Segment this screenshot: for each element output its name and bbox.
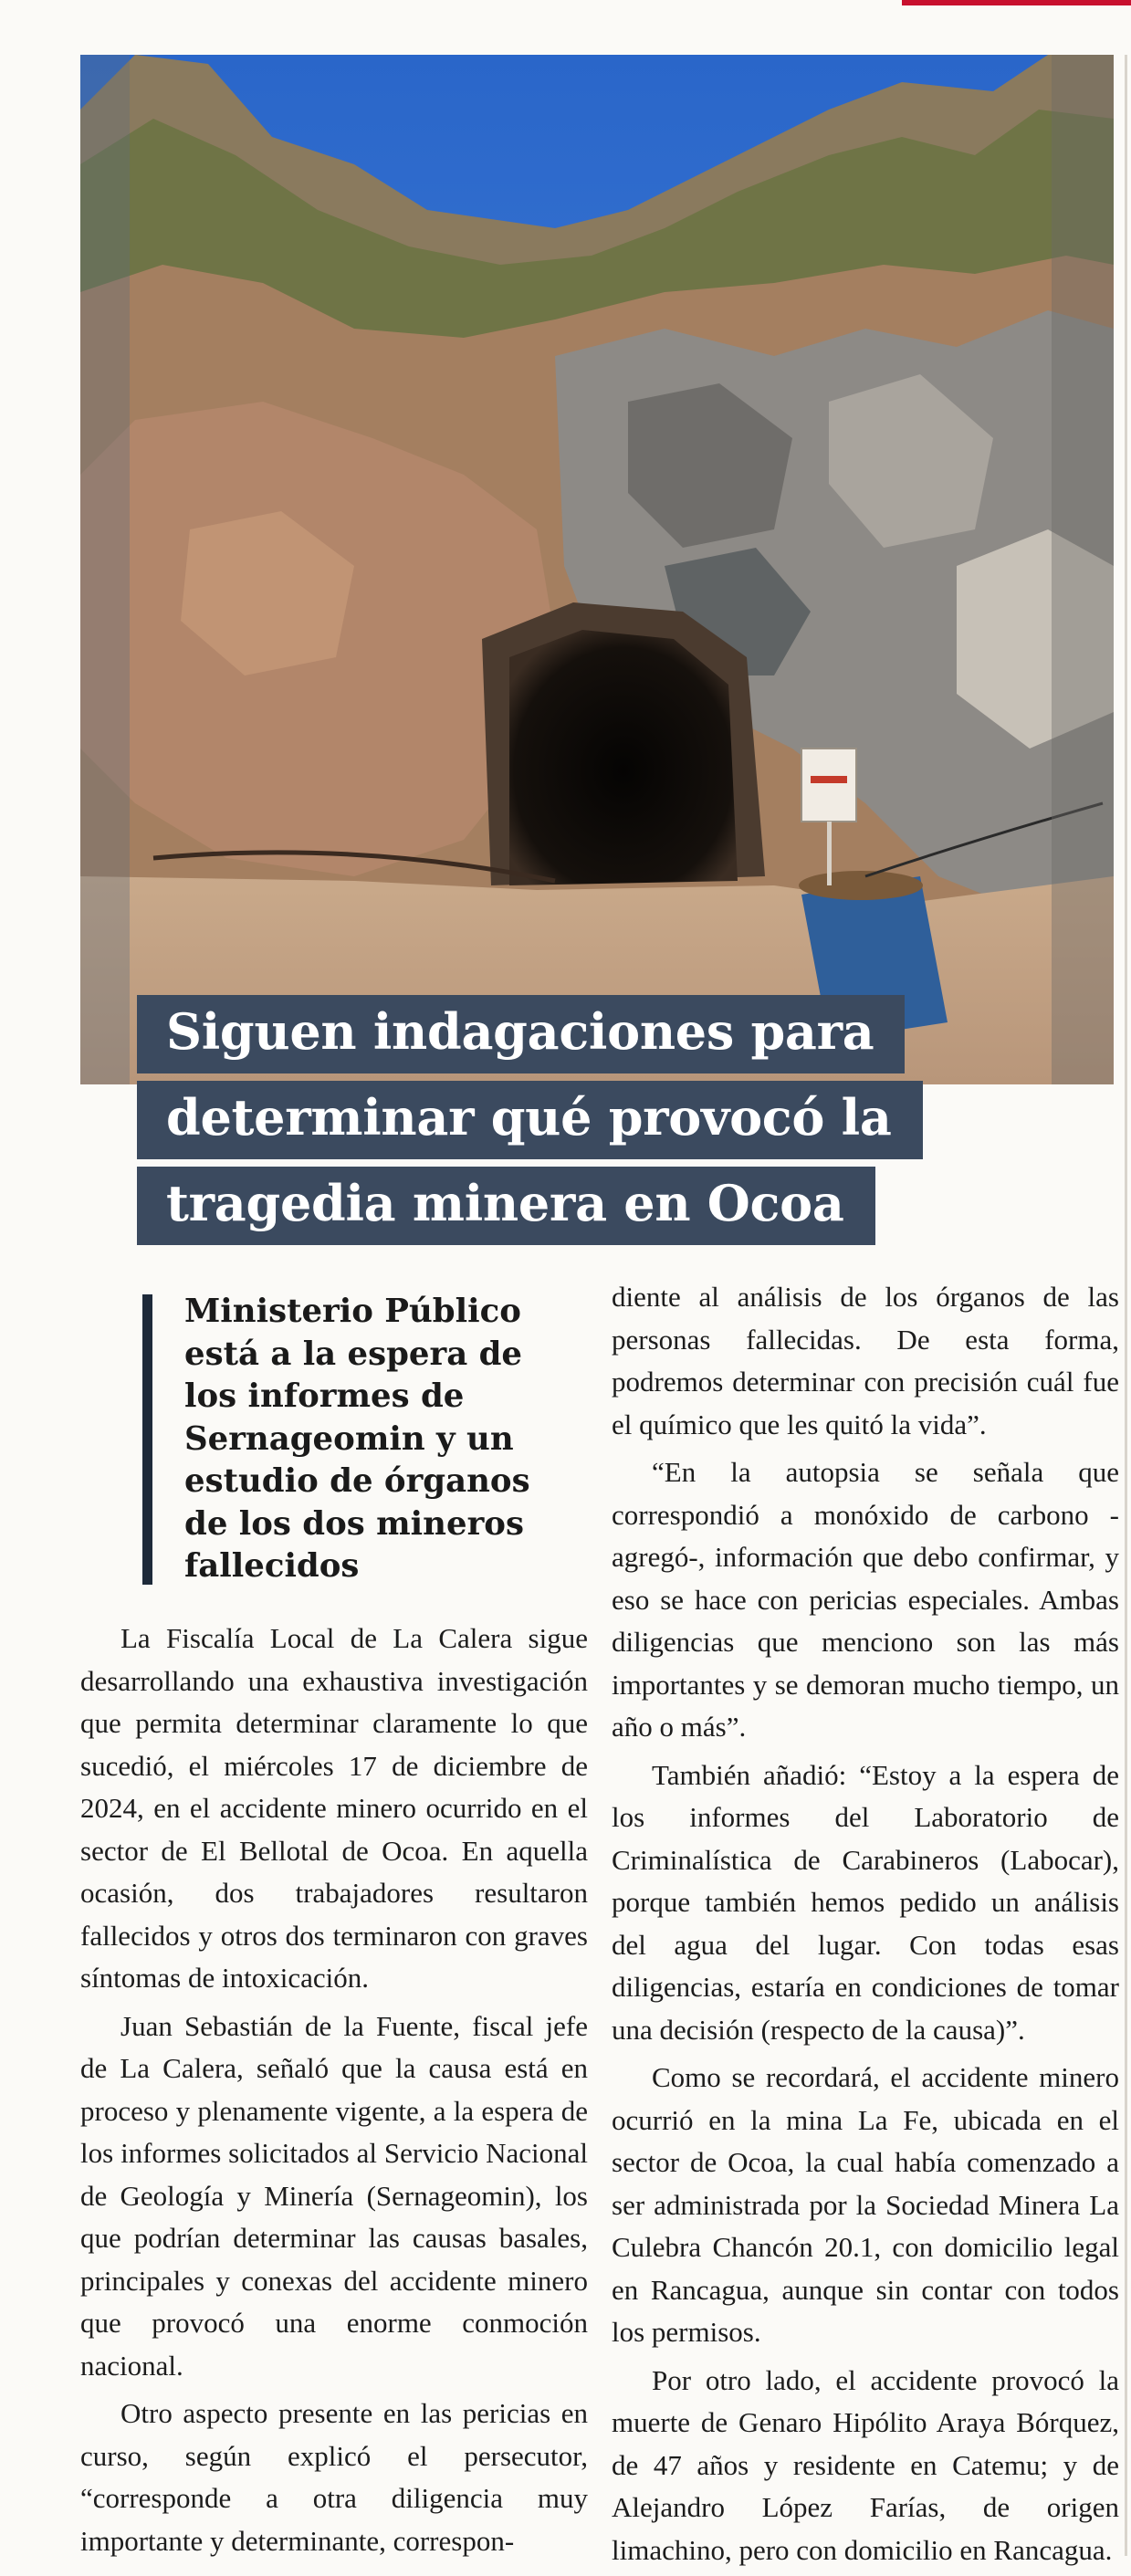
warning-sign: [801, 749, 856, 822]
article-paragraph: “En la autopsia se señala que correspondió a monóxido de carbono -agregó-, información que debo confirmar, y eso se hace con pericias especiales. Ambas diligencias que menciono son las más importantes y se demoran mucho tiempo, un año o más”.: [612, 1456, 1119, 1743]
column-rule: [1125, 55, 1127, 2556]
article-paragraph: También añadió: “Estoy a la espera de los informes del Laboratorio de Criminalística de Carabineros (Labocar), porque también hemos pedido un análisis del agua del lugar. Con todas esas diligencias, estaría en condiciones de tomar una decisión (respecto de la causa)”.: [612, 1758, 1119, 2046]
subheadline-text: [184, 1291, 568, 1588]
subheadline-line: está a la espera de: [184, 1335, 522, 1373]
article-paragraph: Otro aspecto presente en las pericias en curso, según explicó el persecutor, “corresponde a otra diligencia muy importante y determinante, correspon-: [80, 2397, 588, 2557]
tunnel-entrance: [509, 630, 738, 885]
article-paragraph: diente al análisis de los órganos de las personas fallecidas. De esta forma, podremos determinar con precisión cuál fue el químico que les quitó la vida”.: [612, 1281, 1119, 1440]
subheadline-line: estudio de órganos: [184, 1462, 530, 1500]
section-color-bar: [902, 0, 1131, 5]
subheadline-accent-bar: [142, 1294, 152, 1585]
article-column-left: [80, 1618, 588, 2562]
headline: [137, 995, 923, 1252]
mine-entrance-photo: [80, 55, 1114, 1084]
subheadline-line: Ministerio Público: [184, 1293, 521, 1330]
subheadline-line: los informes de: [184, 1377, 465, 1415]
subheadline-line: fallecidos: [184, 1547, 360, 1585]
headline-line-1: Siguen indagaciones para: [137, 995, 905, 1073]
subheadline-line: Sernageomin y un: [184, 1419, 514, 1458]
article-paragraph: Juan Sebastián de la Fuente, fiscal jefe de La Calera, señaló que la causa está en proceso y plenamente vigente, a la espera de los informes solicitados al Servicio Nacional de Geología y Minería (Sernageomin), los que podrían determinar las causas basales, principales y conexas del accidente minero que provocó una enorme conmoción nacional.: [80, 2009, 588, 2382]
article-paragraph: Por otro lado, el accidente provocó la muerte de Genaro Hipólito Araya Bórquez, de 47 años y residente en Catemu; y de Alejandro López Farías, de origen limachino, pero con domicilio en Rancagua.: [612, 2363, 1119, 2566]
article-paragraph: Como se recordará, el accidente minero ocurrió en la mina La Fe, ubicada en el sector de Ocoa, la cual había comenzado a ser administrada por la Sociedad Minera La Culebra Chancón 20.1, con domicilio legal en Rancagua, aunque sin contar con todos los permisos.: [612, 2061, 1119, 2348]
article-column-right: [612, 1276, 1119, 2571]
subheadline-block: [142, 1291, 571, 1592]
subheadline-line: de los dos mineros: [184, 1504, 524, 1543]
headline-line-3: tragedia minera en Ocoa: [137, 1167, 875, 1245]
article-paragraph: La Fiscalía Local de La Calera sigue desarrollando una exhaustiva investigación que permita determinar claramente lo que sucedió, el miércoles 17 de diciembre de 2024, en el accidente minero ocurrido en el sector de El Bellotal de Ocoa. En aquella ocasión, dos trabajadores resultaron fallecidos y otros dos terminaron con graves síntomas de intoxicación.: [80, 1622, 588, 1994]
headline-line-2: determinar qué provocó la: [137, 1081, 923, 1159]
